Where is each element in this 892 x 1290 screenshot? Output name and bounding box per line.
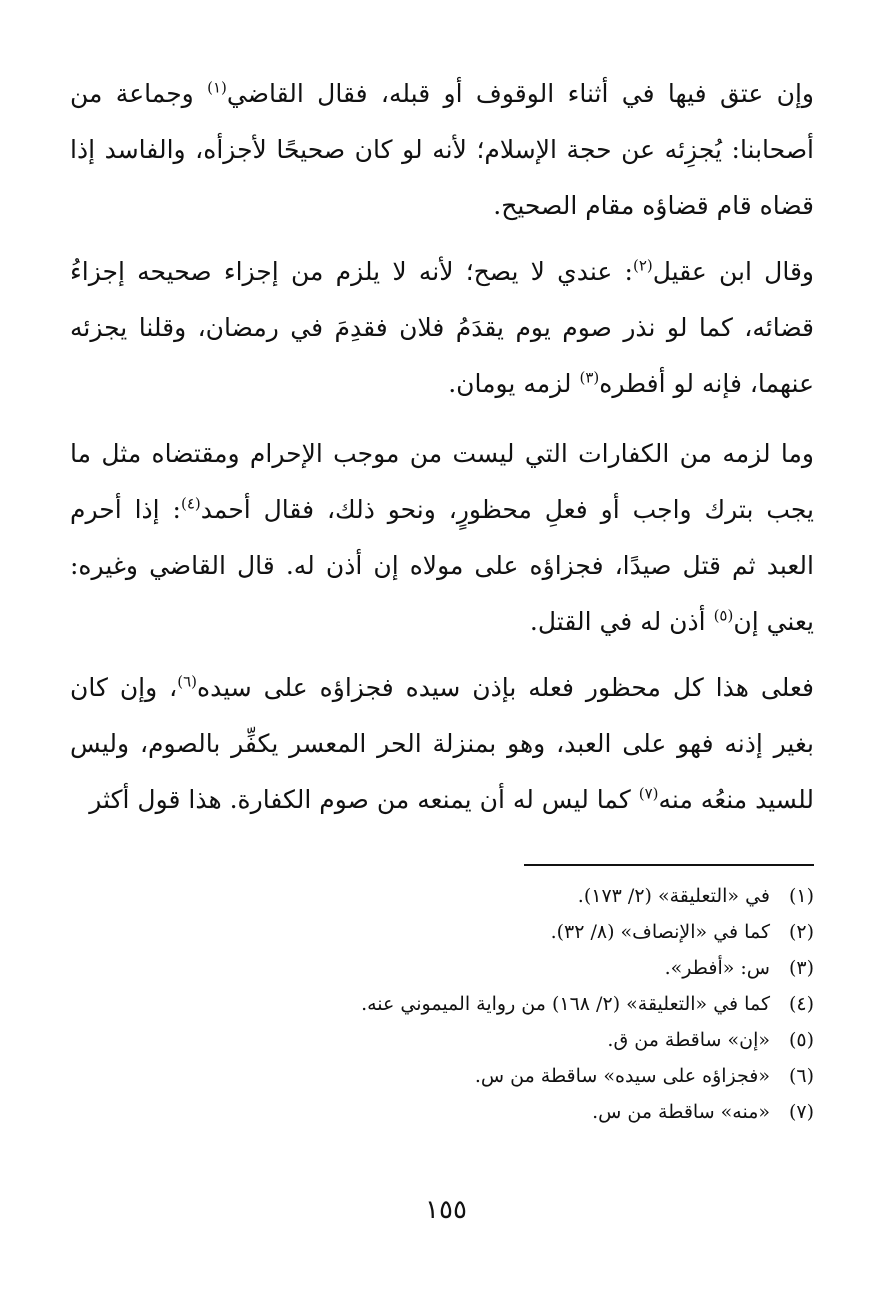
paragraph-3 [70,426,814,650]
footnote-number: (٧) [788,1101,814,1123]
footnote-3 [70,950,814,986]
footnote-text: س: «أفطر». [664,957,770,979]
paragraph-4 [70,660,814,828]
paragraph-3-text-3: أذن له في القتل. [529,607,714,636]
footnote-text: في «التعليقة» (٢/ ١٧٣). [577,885,770,907]
paragraph-4-text-1: فعلى هذا كل محظور فعله بإذن سيده فجزاؤه على سيده [197,673,814,702]
footnote-number: (٤) [788,993,814,1015]
paragraph-1-text-2: وجماعة من أصحابنا: يُجزِئه عن حجة الإسلام؛ لأنه لو كان صحيحًا لأجزأه، والفاسد إذا قضاه قام قضاؤه مقام الصحيح. [70,79,814,220]
paragraph-1 [70,66,814,234]
footnote-2 [70,914,814,950]
page-number: ١٥٥ [425,1195,467,1225]
footnote-ref-6: (٦) [177,672,198,691]
footnote-ref-3: (٣) [579,368,600,387]
paragraph-3-text-1: وما لزمه من الكفارات التي ليست من موجب الإحرام ومقتضاه مثل ما يجب بترك واجب أو فعلِ محظورٍ، ونحو ذلك، فقال أحمد [70,439,814,524]
footnote-text: «منه» ساقطة من س. [592,1101,770,1123]
footnote-ref-2: (٢) [632,256,653,275]
footnote-7 [70,1094,814,1130]
footnote-text: «إن» ساقطة من ق. [607,1029,770,1051]
footnote-ref-4: (٤) [180,494,201,513]
footnote-text: «فجزاؤه على سيده» ساقطة من س. [474,1065,770,1087]
page-body [70,66,814,838]
footnote-6 [70,1058,814,1094]
footnote-number: (٦) [788,1065,814,1087]
paragraph-2-text-2: : عندي لا يصح؛ لأنه لا يلزم من إجزاء صحيحه إجزاءُ قضائه، كما لو نذر صوم يوم يقدَمُ فلان فقدِمَ في رمضان، وقلنا يجزئه عنهما، فإنه لو أفطره [70,257,814,398]
footnote-ref-1: (١) [207,78,227,97]
footnote-ref-7: (٧) [638,784,659,803]
paragraph-1-text-1: وإن عتق فيها في أثناء الوقوف أو قبله، فقال القاضي [226,79,815,108]
footnote-number: (٣) [788,957,814,979]
paragraph-3-text-2: : إذا أحرم العبد ثم قتل صيدًا، فجزاؤه على مولاه إن أذن له. قال القاضي وغيره: يعني إن [70,495,814,636]
footnote-number: (٥) [788,1029,814,1051]
footnote-text: كما في «التعليقة» (٢/ ١٦٨) من رواية الميموني عنه. [361,993,770,1015]
paragraph-2-text-1: وقال ابن عقيل [652,257,814,286]
paragraph-4-text-3: كما ليس له أن يمنعه من صوم الكفارة. هذا قول أكثر [89,785,639,814]
footnote-4 [70,986,814,1022]
footnote-ref-5: (٥) [713,606,734,625]
paragraph-4-text-2: ، وإن كان بغير إذنه فهو على العبد، وهو بمنزلة الحر المعسر يكفِّر بالصوم، وليس للسيد منعُه منه [70,673,814,814]
footnote-number: (١) [788,885,814,907]
footnote-1 [70,878,814,914]
footnote-number: (٢) [788,921,814,943]
paragraph-2 [70,244,814,412]
footnote-5 [70,1022,814,1058]
footnotes-list [70,878,814,1130]
footnote-text: كما في «الإنصاف» (٨/ ٣٢). [550,921,770,943]
paragraph-2-text-3: لزمه يومان. [448,369,580,398]
footnote-separator [524,864,814,866]
